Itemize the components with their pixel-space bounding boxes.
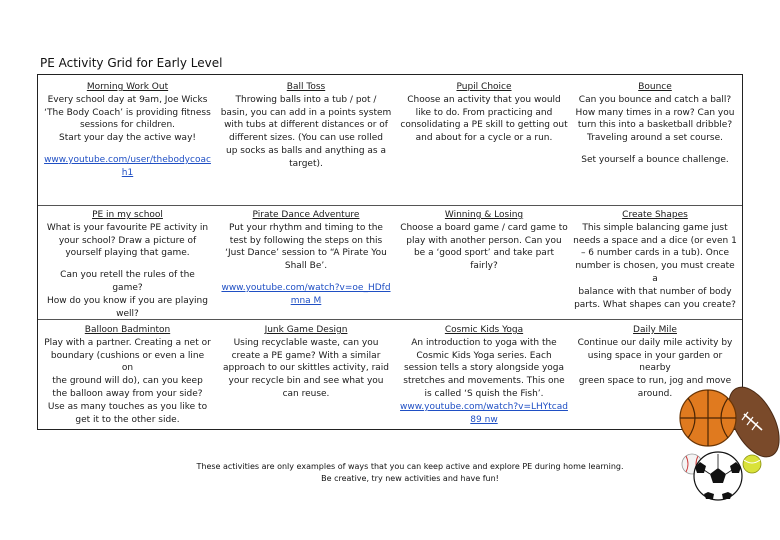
cell-line: approach to our skittles activity, raid	[222, 363, 390, 374]
cell-line: number is chosen, you must create a	[575, 261, 735, 284]
cell-heading: Bounce	[638, 82, 672, 92]
cell-line: session tells a story alongside yoga	[403, 363, 565, 374]
cell-line: is called ‘S quish the Fish’.	[424, 388, 544, 399]
youtube-link[interactable]: www.youtube.com/watch?v=LHYtcad89 nw	[400, 401, 568, 425]
cell-line: can reuse.	[282, 388, 330, 399]
cell-line: Using recyclable waste, can you	[233, 337, 379, 348]
cell-heading: Pirate Dance Adventure	[252, 210, 360, 220]
cell-heading: Daily Mile	[633, 325, 677, 335]
activity-grid	[37, 74, 743, 430]
cell-line: ‘The Body Coach’ is providing fitness	[44, 107, 211, 118]
cell-line: create a PE game? With a similar	[231, 350, 381, 361]
cell-line: your school? Draw a picture of	[58, 235, 197, 246]
cell-line: Continue our daily mile activity by	[577, 337, 733, 348]
cell-junk-game	[218, 324, 394, 401]
youtube-link[interactable]: www.youtube.com/watch?v=oe_HDfdmna M	[221, 282, 391, 306]
cell-line: fairly?	[470, 261, 498, 272]
sports-balls-icon	[678, 378, 780, 506]
cell-line: be a ‘good sport’ and take part	[413, 248, 555, 259]
cell-line: with tubs at different distances or of	[224, 120, 388, 131]
cell-line: Choose a board game / card game to	[400, 222, 568, 233]
cell-line: your recycle bin and see what you	[228, 376, 384, 387]
cell-pe-in-school	[42, 209, 213, 320]
cell-line: up socks as balls and anything as a	[226, 145, 386, 156]
cell-line: ‘Just Dance’ session to “A Pirate You	[225, 248, 387, 259]
cell-line: play with another person. Can you	[406, 235, 562, 246]
cell-heading: Pupil Choice	[456, 82, 512, 92]
cell-line: the balloon away from your side?	[52, 388, 203, 399]
cell-line: stretches and movements. This one	[403, 376, 565, 387]
cell-line: balance with that number of body	[578, 286, 732, 297]
cell-line: Can you bounce and catch a ball?	[578, 94, 732, 105]
cell-line: Play with a partner. Creating a net or	[44, 337, 211, 348]
cell-heading: Ball Toss	[286, 82, 326, 92]
soccer-ball-icon	[694, 452, 742, 500]
footer-note	[150, 461, 670, 485]
cell-line: Throwing balls into a tub / pot /	[235, 94, 377, 105]
cell-line: How do you know if you are playing	[47, 295, 208, 306]
youtube-link[interactable]: www.youtube.com/user/thebodycoach1	[44, 154, 211, 178]
cell-line: An introduction to yoga with the	[411, 337, 557, 348]
cell-line: – 6 number cards in a tub). Once	[580, 248, 730, 259]
cell-ball-toss	[218, 81, 394, 171]
cell-create-shapes	[570, 209, 740, 311]
cell-heading: Morning Work Out	[86, 82, 169, 92]
cell-cosmic-yoga	[396, 324, 572, 426]
cell-line: boundary (cushions or even a line on	[50, 350, 205, 374]
cell-winning-losing	[396, 209, 572, 273]
cell-line: What is your favourite PE activity in	[46, 222, 209, 233]
row-divider	[38, 205, 742, 206]
cell-heading: PE in my school	[92, 210, 163, 220]
cell-line: Put your rhythm and timing to the	[229, 222, 383, 233]
cell-line: basin, you can add in a points system	[220, 107, 392, 118]
cell-heading: Winning & Losing	[444, 210, 524, 220]
cell-balloon-badminton	[42, 324, 213, 426]
cell-heading: Cosmic Kids Yoga	[444, 325, 524, 335]
cell-line: turn this into a basketball dribble?	[577, 120, 733, 131]
cell-line: and about for a cycle or a run.	[415, 133, 553, 144]
cell-line: consolidating a PE skill to getting out	[400, 120, 568, 131]
cell-line: well?	[116, 308, 139, 319]
cell-line: Cosmic Kids Yoga series. Each	[416, 350, 552, 361]
cell-heading: Create Shapes	[622, 210, 688, 220]
basketball-icon	[680, 390, 736, 446]
cell-line: around.	[637, 388, 673, 399]
page-title: PE Activity Grid for Early Level	[40, 56, 223, 70]
cell-line: Start your day the active way!	[58, 133, 197, 144]
cell-line: yourself playing that game.	[65, 248, 190, 259]
cell-heading: Junk Game Design	[264, 325, 348, 335]
cell-line: sessions for children.	[79, 120, 176, 131]
cell-line: using space in your garden or nearby	[587, 350, 723, 374]
cell-line: the ground will do), can you keep	[52, 376, 203, 387]
cell-line: Use as many touches as you like to	[47, 401, 208, 412]
cell-line: Choose an activity that you would	[407, 94, 561, 105]
cell-line: Traveling around a set course.	[587, 133, 723, 144]
cell-bounce	[570, 81, 740, 167]
cell-line: test by following the steps on this	[229, 235, 383, 246]
cell-line: like to do. From practicing and	[415, 107, 553, 118]
footer-line: These activities are only examples of ways that you can keep active and explore PE during home learning.	[196, 462, 624, 471]
cell-line: This simple balancing game just	[582, 222, 728, 233]
cell-line: Shall Be’.	[284, 261, 328, 272]
cell-line: green space to run, jog and move	[578, 376, 732, 387]
cell-line: Set yourself a bounce challenge.	[581, 154, 729, 165]
cell-morning-workout	[42, 81, 213, 180]
cell-line: parts. What shapes can you create?	[574, 299, 736, 310]
cell-line: How many times in a row? Can you	[575, 107, 735, 118]
cell-line: Every school day at 9am, Joe Wicks	[47, 94, 208, 105]
cell-line: target).	[289, 158, 323, 169]
cell-line: different sizes. (You can use rolled	[229, 133, 383, 144]
tennis-ball-icon	[743, 455, 761, 473]
footer-line: Be creative, try new activities and have fun!	[321, 474, 499, 483]
cell-heading: Balloon Badminton	[84, 325, 171, 335]
cell-line: needs a space and a dice (or even 1	[573, 235, 737, 246]
cell-pirate-dance	[218, 209, 394, 308]
cell-line: Can you retell the rules of the game?	[60, 270, 195, 293]
cell-line: get it to the other side.	[75, 414, 180, 425]
cell-pupil-choice	[396, 81, 572, 145]
